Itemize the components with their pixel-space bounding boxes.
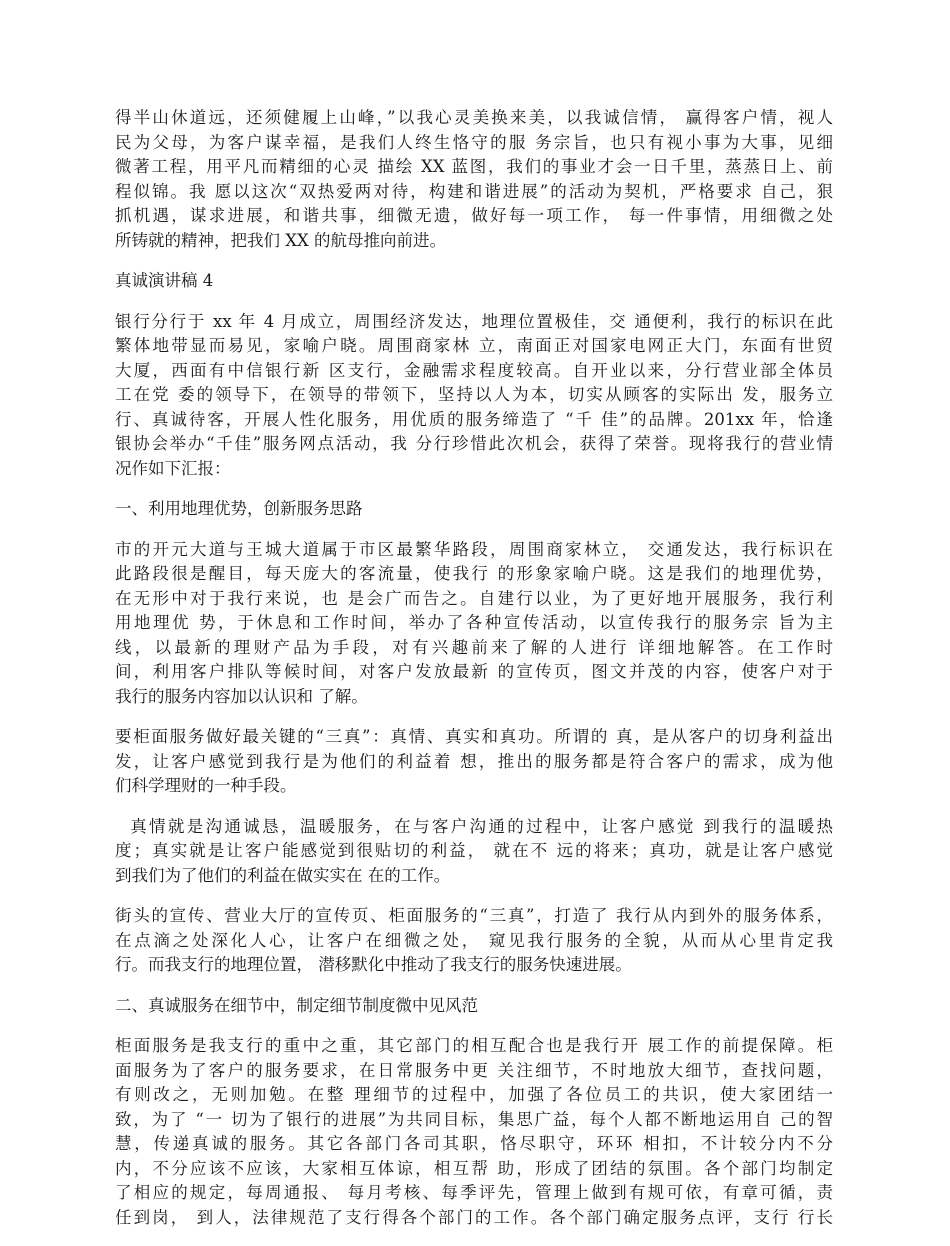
text-line: 所铸就的精神，把我们 XX 的航母推向前进。	[115, 230, 446, 250]
text-line: 市的开元大道与王城大道属于市区最繁华路段，周围商家林立， 交通发达，我行标识在	[115, 539, 833, 559]
text-line: 民为父母，为客户谋幸福，是我们人终生恪守的服 务宗旨，也只有视小事为大事，见细	[115, 132, 833, 152]
text-line: 行、真诚待客，开展人性化服务，用优质的服务缔造了 “千 佳”的品牌。201xx 年，恰逢	[115, 409, 833, 429]
text-line: 用地理优 势，于休息和工作时间，举办了各种宣传活动，以宣传我行的服务宗 旨为主	[115, 613, 833, 632]
text-line: 得半山休道远，还须健履上山峰，”以我心灵美换来美，以我诚信情， 赢得客户情，视人	[115, 108, 833, 127]
text-line: 任到岗， 到人，法律规范了支行得各个部门的工作。各个部门确定服务点评，支行 行长	[115, 1207, 833, 1227]
text-line: 度；真实就是让客户能感觉到很贴切的利益， 就在不 远的将来；真功，就是让客户感觉	[115, 841, 833, 860]
text-line: 到我们为了他们的利益在做实实在 在的工作。	[115, 865, 451, 885]
text-line: 面服务为了客户的服务要求，在日常服务中更 关注细节，不时地放大细节，查找问题，	[115, 1060, 833, 1080]
speech-title-4: 真诚演讲稿 4	[115, 271, 214, 290]
text-line: 繁体地带显而易见，家喻户晓。周围商家林 立，南面正对国家电网正大门，东面有世贸	[115, 336, 833, 355]
text-line: 街头的宣传、营业大厅的宣传页、柜面服务的“三真”，打造了 我行从内到外的服务体系，	[115, 906, 833, 925]
text-line: 此路段很是醒目，每天庞大的客流量，使我行 的形象家喻户晓。这是我们的地理优势，	[115, 564, 833, 583]
text-line: 们科学理财的一种手段。	[115, 776, 297, 795]
paragraph-three-truths	[115, 725, 833, 799]
text-line: 银行分行于 xx 年 4 月成立，周围经济发达，地理位置极佳，交 通便利，我行的标识在此	[115, 311, 833, 331]
paragraph-service-system	[115, 904, 833, 978]
text-line: 有则改之，无则加勉。在整 理细节的过程中，加强了各位员工的共识，使大家团结一	[115, 1085, 833, 1104]
text-line: 要柜面服务做好最关键的“三真”：真情、真实和真功。所谓的 真，是从客户的切身利益出	[115, 727, 833, 746]
paragraph-location-advantage	[115, 538, 833, 710]
text-line: 微著工程，用平凡而精细的心灵 描绘 XX 蓝图，我们的事业才会一日千里，蒸蒸日上、前	[115, 157, 833, 176]
text-line: 大厦，西面有中信银行新 区支行，金融需求程度较高。自开业以来，分行营业部全体员	[115, 360, 833, 380]
section-heading-2: 二、真诚服务在细节中，制定细节制度微中见风范	[115, 995, 478, 1015]
document-page	[115, 106, 833, 1246]
text-line: 真情就是沟通诚恳，温暖服务，在与客户沟通的过程中，让客户感觉 到我行的温暖热	[115, 816, 833, 836]
text-line: 致，为了 “一 切为了银行的进展”为共同目标，集思广益，每个人都不断地运用自 己的智	[115, 1109, 833, 1129]
text-line: 我行的服务内容加以认识和 了解。	[115, 686, 368, 706]
paragraph-intro-continuation	[115, 106, 833, 253]
text-line: 慧，传递真诚的服务。其它各部门各司其职，恪尽职守，环环 相扣，不计较分内不分	[115, 1134, 833, 1153]
text-line: 发，让客户感觉到我行是为他们的利益着 想，推出的服务都是符合客户的需求，成为他	[115, 751, 833, 771]
text-line: 线，以最新的理财产品为手段，对有兴趣前来了解的人进行 详细地解答。在工作时	[115, 637, 833, 657]
paragraph-branch-overview	[115, 310, 833, 482]
text-line: 柜面服务是我支行的重中之重，其它部门的相互配合也是我行开 展工作的前提保障。柜	[115, 1036, 833, 1055]
text-line: 在点滴之处深化人心，让客户在细微之处， 窥见我行服务的全貌，从而从心里肯定我	[115, 930, 833, 950]
text-line: 了相应的规定，每周通报、 每月考核、每季评先，管理上做到有规可依，有章可循，责	[115, 1183, 833, 1202]
text-line: 行。而我支行的地理位置， 潜移默化中推动了我支行的服务快速进展。	[115, 955, 632, 974]
paragraph-sincerity	[115, 815, 833, 889]
text-line: 工在党 委的领导下，在领导的带领下，坚持以人为本，切实从顾客的实际出 发，服务立	[115, 385, 833, 404]
text-line: 内，不分应该不应该，大家相互体谅，相互帮 助，形成了团结的氛围。各个部门均制定	[115, 1158, 833, 1178]
text-line: 银协会举办“千佳”服务网点活动，我 分行珍惜此次机会，获得了荣誉。现将我行的营业情	[115, 434, 833, 453]
paragraph-counter-service	[115, 1034, 833, 1230]
text-line: 程似锦。我 愿以这次“双热爱两对待，构建和谐进展”的活动为契机，严格要求 自己，狠	[115, 181, 833, 201]
text-line: 抓机遇，谋求进展，和谐共事，细微无遗，做好每一项工作， 每一件事情，用细微之处	[115, 206, 833, 225]
text-line: 间，利用客户排队等候时间，对客户发放最新 的宣传页，图文并茂的内容，使客户对于	[115, 662, 833, 681]
text-line: 况作如下汇报：	[115, 458, 231, 478]
text-line: 在无形中对于我行来说，也 是会广而告之。自建行以业，为了更好地开展服务，我行利	[115, 588, 833, 608]
section-heading-1: 一、利用地理优势，创新服务思路	[115, 499, 363, 518]
